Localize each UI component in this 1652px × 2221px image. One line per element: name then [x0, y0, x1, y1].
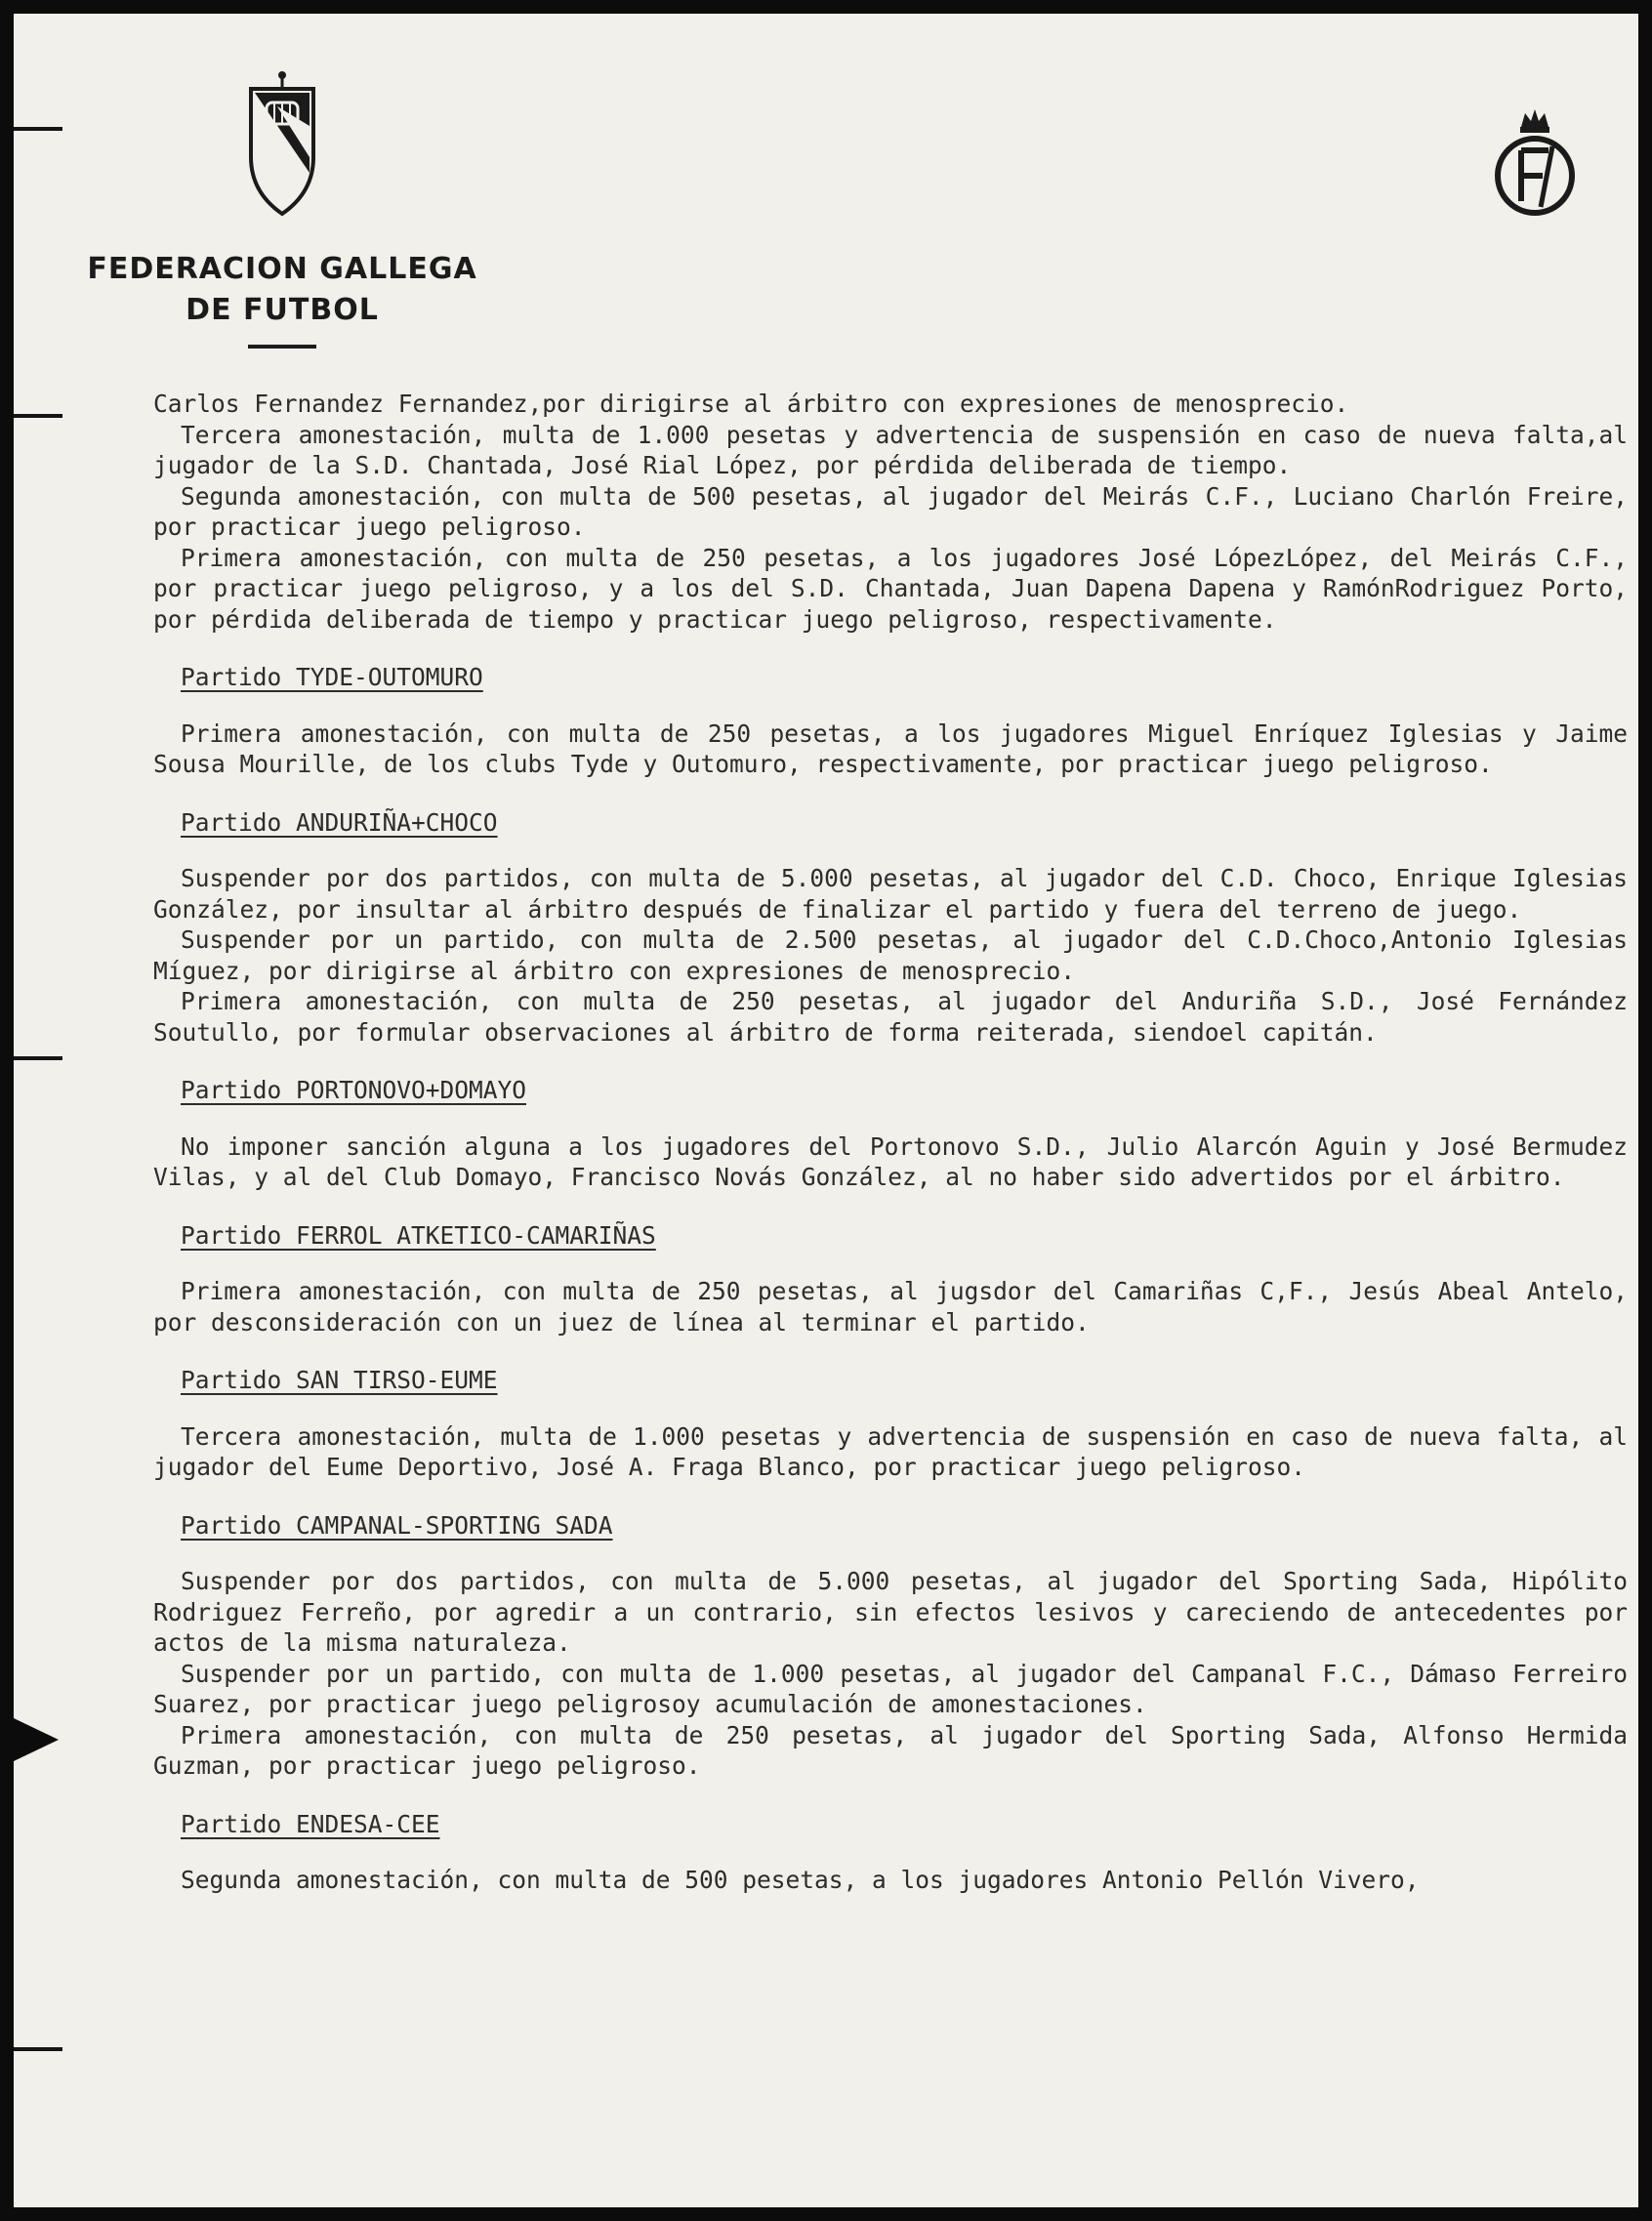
sanction-paragraph: Suspender por un partido, con multa de 2.500 pesetas, al jugador del C.D.Choco,Antonio Iglesias Míguez, por dirigirse al árbitro con expresiones de menosprecio.	[153, 925, 1628, 985]
match-section-san-tirso-eume	[153, 1365, 1628, 1483]
org-name-line2: DE FUTBOL	[186, 293, 379, 327]
sanction-paragraph: Tercera amonestación, multa de 1.000 pesetas y advertencia de suspensión en caso de nueva falta, al jugador del Eume Deportivo, José A. Fraga Blanco, por practicar juego peligroso.	[153, 1421, 1628, 1481]
binder-mark	[14, 1056, 62, 1060]
match-section-tyde-outomuro	[153, 662, 1628, 780]
sanction-paragraph: Primera amonestación, con multa de 250 pesetas, al jugador del Sporting Sada, Alfonso Hermida Guzman, por practicar juego peligroso.	[153, 1720, 1628, 1780]
intro-paragraph: Carlos Fernandez Fernandez,por dirigirse al árbitro con expresiones de menosprecio.	[153, 390, 1349, 418]
match-title: Partido SAN TIRSO-EUME	[181, 1366, 498, 1394]
header-rule	[248, 345, 316, 349]
match-title: Partido FERROL ATKETICO-CAMARIÑAS	[181, 1220, 656, 1250]
binder-mark	[14, 2047, 62, 2051]
intro-paragraph: Tercera amonestación, multa de 1.000 pesetas y advertencia de suspensión en caso de nueva falta,al jugador de la S.D. Chantada, José Rial López, por pérdida deliberada de tiempo.	[153, 420, 1628, 479]
match-title: Partido ANDURIÑA+CHOCO	[181, 807, 498, 837]
match-title: Partido PORTONOVO+DOMAYO	[181, 1076, 527, 1104]
sanction-paragraph: Suspender por un partido, con multa de 1.000 pesetas, al jugador del Campanal F.C., Dámaso Ferreiro Suarez, por practicar juego peligrosoy acumulación de amonestaciones.	[153, 1659, 1628, 1718]
sanction-paragraph: Suspender por dos partidos, con multa de 5.000 pesetas, al jugador del C.D. Choco, Enrique Iglesias González, por insultar al árbitro después de finalizar el partido y fuera del terreno de juego.	[153, 864, 1628, 924]
match-title: Partido TYDE-OUTOMURO	[181, 663, 483, 691]
match-section-portonovo-domayo	[153, 1075, 1628, 1193]
binder-mark	[14, 414, 62, 418]
sanction-paragraph: No imponer sanción alguna a los jugadores del Portonovo S.D., Julio Alarcón Aguin y José Bermudez Vilas, y al del Club Domayo, Francisco Novás González, al no haber sido advertidos por el árbitro.	[153, 1131, 1628, 1191]
match-section-andurina-choco	[153, 807, 1628, 1049]
intro-paragraph: Segunda amonestación, con multa de 500 pesetas, al jugador del Meirás C.F., Luciano Charlón Freire, por practicar juego peligroso.	[153, 481, 1628, 541]
match-section-ferrol-camarinas	[153, 1220, 1628, 1338]
intro-paragraph: Primera amonestación, con multa de 250 pesetas, a los jugadores José LópezLópez, del Meirás C.F., por practicar juego peligroso, y a los del S.D. Chantada, Juan Dapena Dapena y RamónRodriguez Porto, por pérdida deliberada de tiempo y practicar juego peligroso, respectivamente.	[153, 543, 1628, 634]
binder-mark	[14, 127, 62, 131]
match-section-endesa-cee	[153, 1809, 1628, 1896]
sanction-paragraph: Suspender por dos partidos, con multa de 5.000 pesetas, al jugador del Sporting Sada, Hipólito Rodriguez Ferreño, por agredir a un contrario, sin efectos lesivos y careciendo de antecedentes por actos de la misma naturaleza.	[153, 1567, 1628, 1657]
sanction-paragraph: Primera amonestación, con multa de 250 pesetas, al jugador del Anduriña S.D., José Fernández Soutullo, por formular observaciones al árbitro de forma reiterada, siendoel capitán.	[153, 987, 1628, 1047]
torn-edge	[14, 1718, 59, 1761]
match-title: Partido ENDESA-CEE	[181, 1809, 440, 1838]
sanction-paragraph: Primera amonestación, con multa de 250 pesetas, al jugsdor del Camariñas C,F., Jesús Abeal Antelo, por desconsideración con un juez de línea al terminar el partido.	[153, 1277, 1628, 1337]
document-body	[153, 389, 1628, 1896]
sanction-paragraph: Primera amonestación, con multa de 250 pesetas, a los jugadores Miguel Enríquez Iglesias y Jaime Sousa Mourille, de los clubs Tyde y Outomuro, respectivamente, por practicar juego peligroso.	[153, 719, 1628, 778]
letterhead	[72, 67, 492, 349]
org-name-line1: FEDERACION GALLEGA	[87, 252, 477, 286]
match-title: Partido CAMPANAL-SPORTING SADA	[181, 1510, 613, 1540]
rfef-crown-crest	[1488, 98, 1582, 225]
match-section-campanal-sporting-sada	[153, 1510, 1628, 1782]
federacion-shield-logo	[224, 67, 341, 224]
sanction-paragraph: Segunda amonestación, con multa de 500 pesetas, a los jugadores Antonio Pellón Vivero,	[181, 1866, 1420, 1894]
document-page	[14, 14, 1638, 2207]
